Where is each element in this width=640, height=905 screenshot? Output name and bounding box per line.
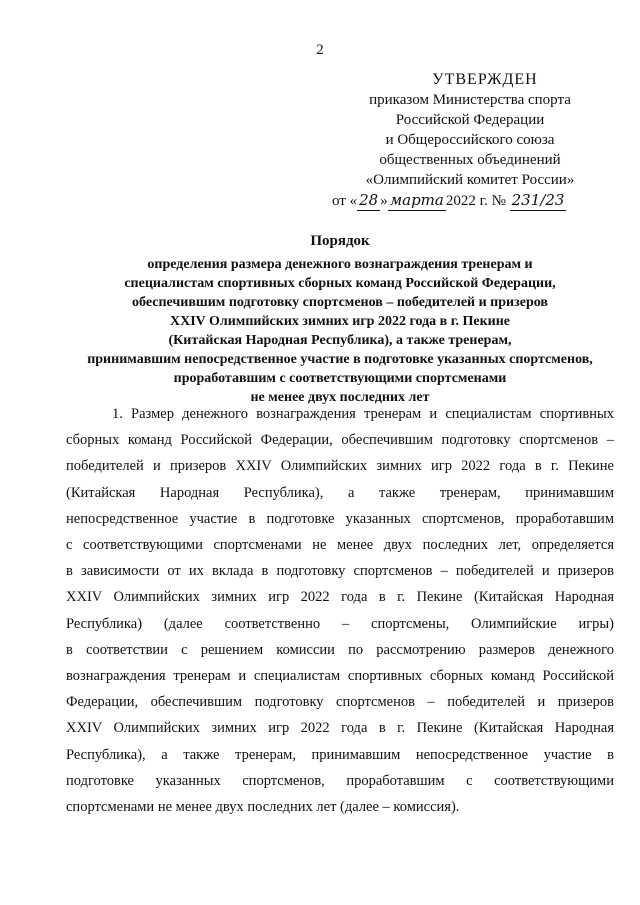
- approval-line: Российской Федерации: [395, 112, 545, 128]
- approval-heading: УТВЕРЖДЕН: [432, 71, 538, 88]
- page-number: 2: [316, 42, 324, 58]
- title-line: XXIV Олимпийских зимних игр 2022 года в г. Пекине: [169, 314, 511, 329]
- body-line: непосредственное участие в подготовке указанных спортсменов, проработавшим: [66, 510, 614, 527]
- approval-line: «Олимпийский комитет России»: [365, 172, 575, 188]
- title-line: проработавшим с соответствующими спортсменами: [173, 371, 507, 386]
- body-line: победителей и призеров XXIV Олимпийских зимних игр 2022 года в г. Пекине: [66, 458, 614, 475]
- body-line: в соответствии с решением комиссии по рассмотрению размеров денежного: [66, 641, 614, 658]
- date-prefix: от «: [332, 193, 358, 209]
- body-line: Федерации, обеспечившим подготовку спортсменов – победителей и призеров: [66, 694, 614, 711]
- body-paragraph: [66, 401, 614, 820]
- order-number-handwritten: 231/23: [511, 191, 565, 209]
- approval-line: общественных объединений: [379, 152, 561, 168]
- date-month-handwritten: марта: [389, 191, 444, 209]
- body-line: подготовке указанных спортсменов, проработавшим с соответствующими: [66, 772, 614, 789]
- title-line: принимавшим непосредственное участие в подготовке указанных спортсменов,: [87, 352, 593, 367]
- title-line: не менее двух последних лет: [250, 390, 430, 405]
- date-day-handwritten: 28: [359, 191, 379, 209]
- approval-line: приказом Министерства спорта: [369, 92, 571, 108]
- date-year: 2022 г. №: [445, 193, 506, 209]
- body-line: сборных команд Российской Федерации, обеспечившим подготовку спортсменов –: [66, 432, 614, 449]
- approval-stamp: [332, 70, 600, 211]
- title-line: обеспечившим подготовку спортсменов – победителей и призеров: [132, 295, 548, 310]
- body-line: спортсменами не менее двух последних лет (далее – комиссия).: [66, 799, 460, 816]
- body-line: 1. Размер денежного вознаграждения тренерам и специалистам спортивных: [112, 406, 614, 422]
- title-line: определения размера денежного вознаграждения тренерам и: [147, 257, 533, 272]
- title-line: (Китайская Народная Республика), а также тренерам,: [168, 333, 512, 348]
- date-separator: »: [380, 193, 388, 209]
- body-line: (Китайская Народная Республика), а также тренерам, принимавшим: [66, 484, 614, 501]
- approval-date: [332, 190, 600, 211]
- body-line: Республика), а также тренерам, принимавшим непосредственное участие в: [66, 746, 614, 763]
- title-heading: Порядок: [310, 233, 370, 249]
- body-line: с соответствующими спортсменами не менее двух последних лет, определяется: [66, 537, 614, 554]
- body-line: XXIV Олимпийских зимних игр 2022 года в г. Пекине (Китайская Народная: [66, 720, 614, 737]
- body-line: вознаграждения тренерам и специалистам спортивных сборных команд Российской: [66, 668, 614, 685]
- body-line: в зависимости от их вклада в подготовку спортсменов – победителей и призеров: [66, 563, 614, 580]
- title-line: специалистам спортивных сборных команд Российской Федерации,: [124, 276, 556, 291]
- document-title: [70, 232, 610, 407]
- body-line: Республика) (далее соответственно – спортсмены, Олимпийские игры): [66, 615, 614, 632]
- body-line: XXIV Олимпийских зимних игр 2022 года в г. Пекине (Китайская Народная: [66, 589, 614, 606]
- approval-line: и Общероссийского союза: [385, 132, 555, 148]
